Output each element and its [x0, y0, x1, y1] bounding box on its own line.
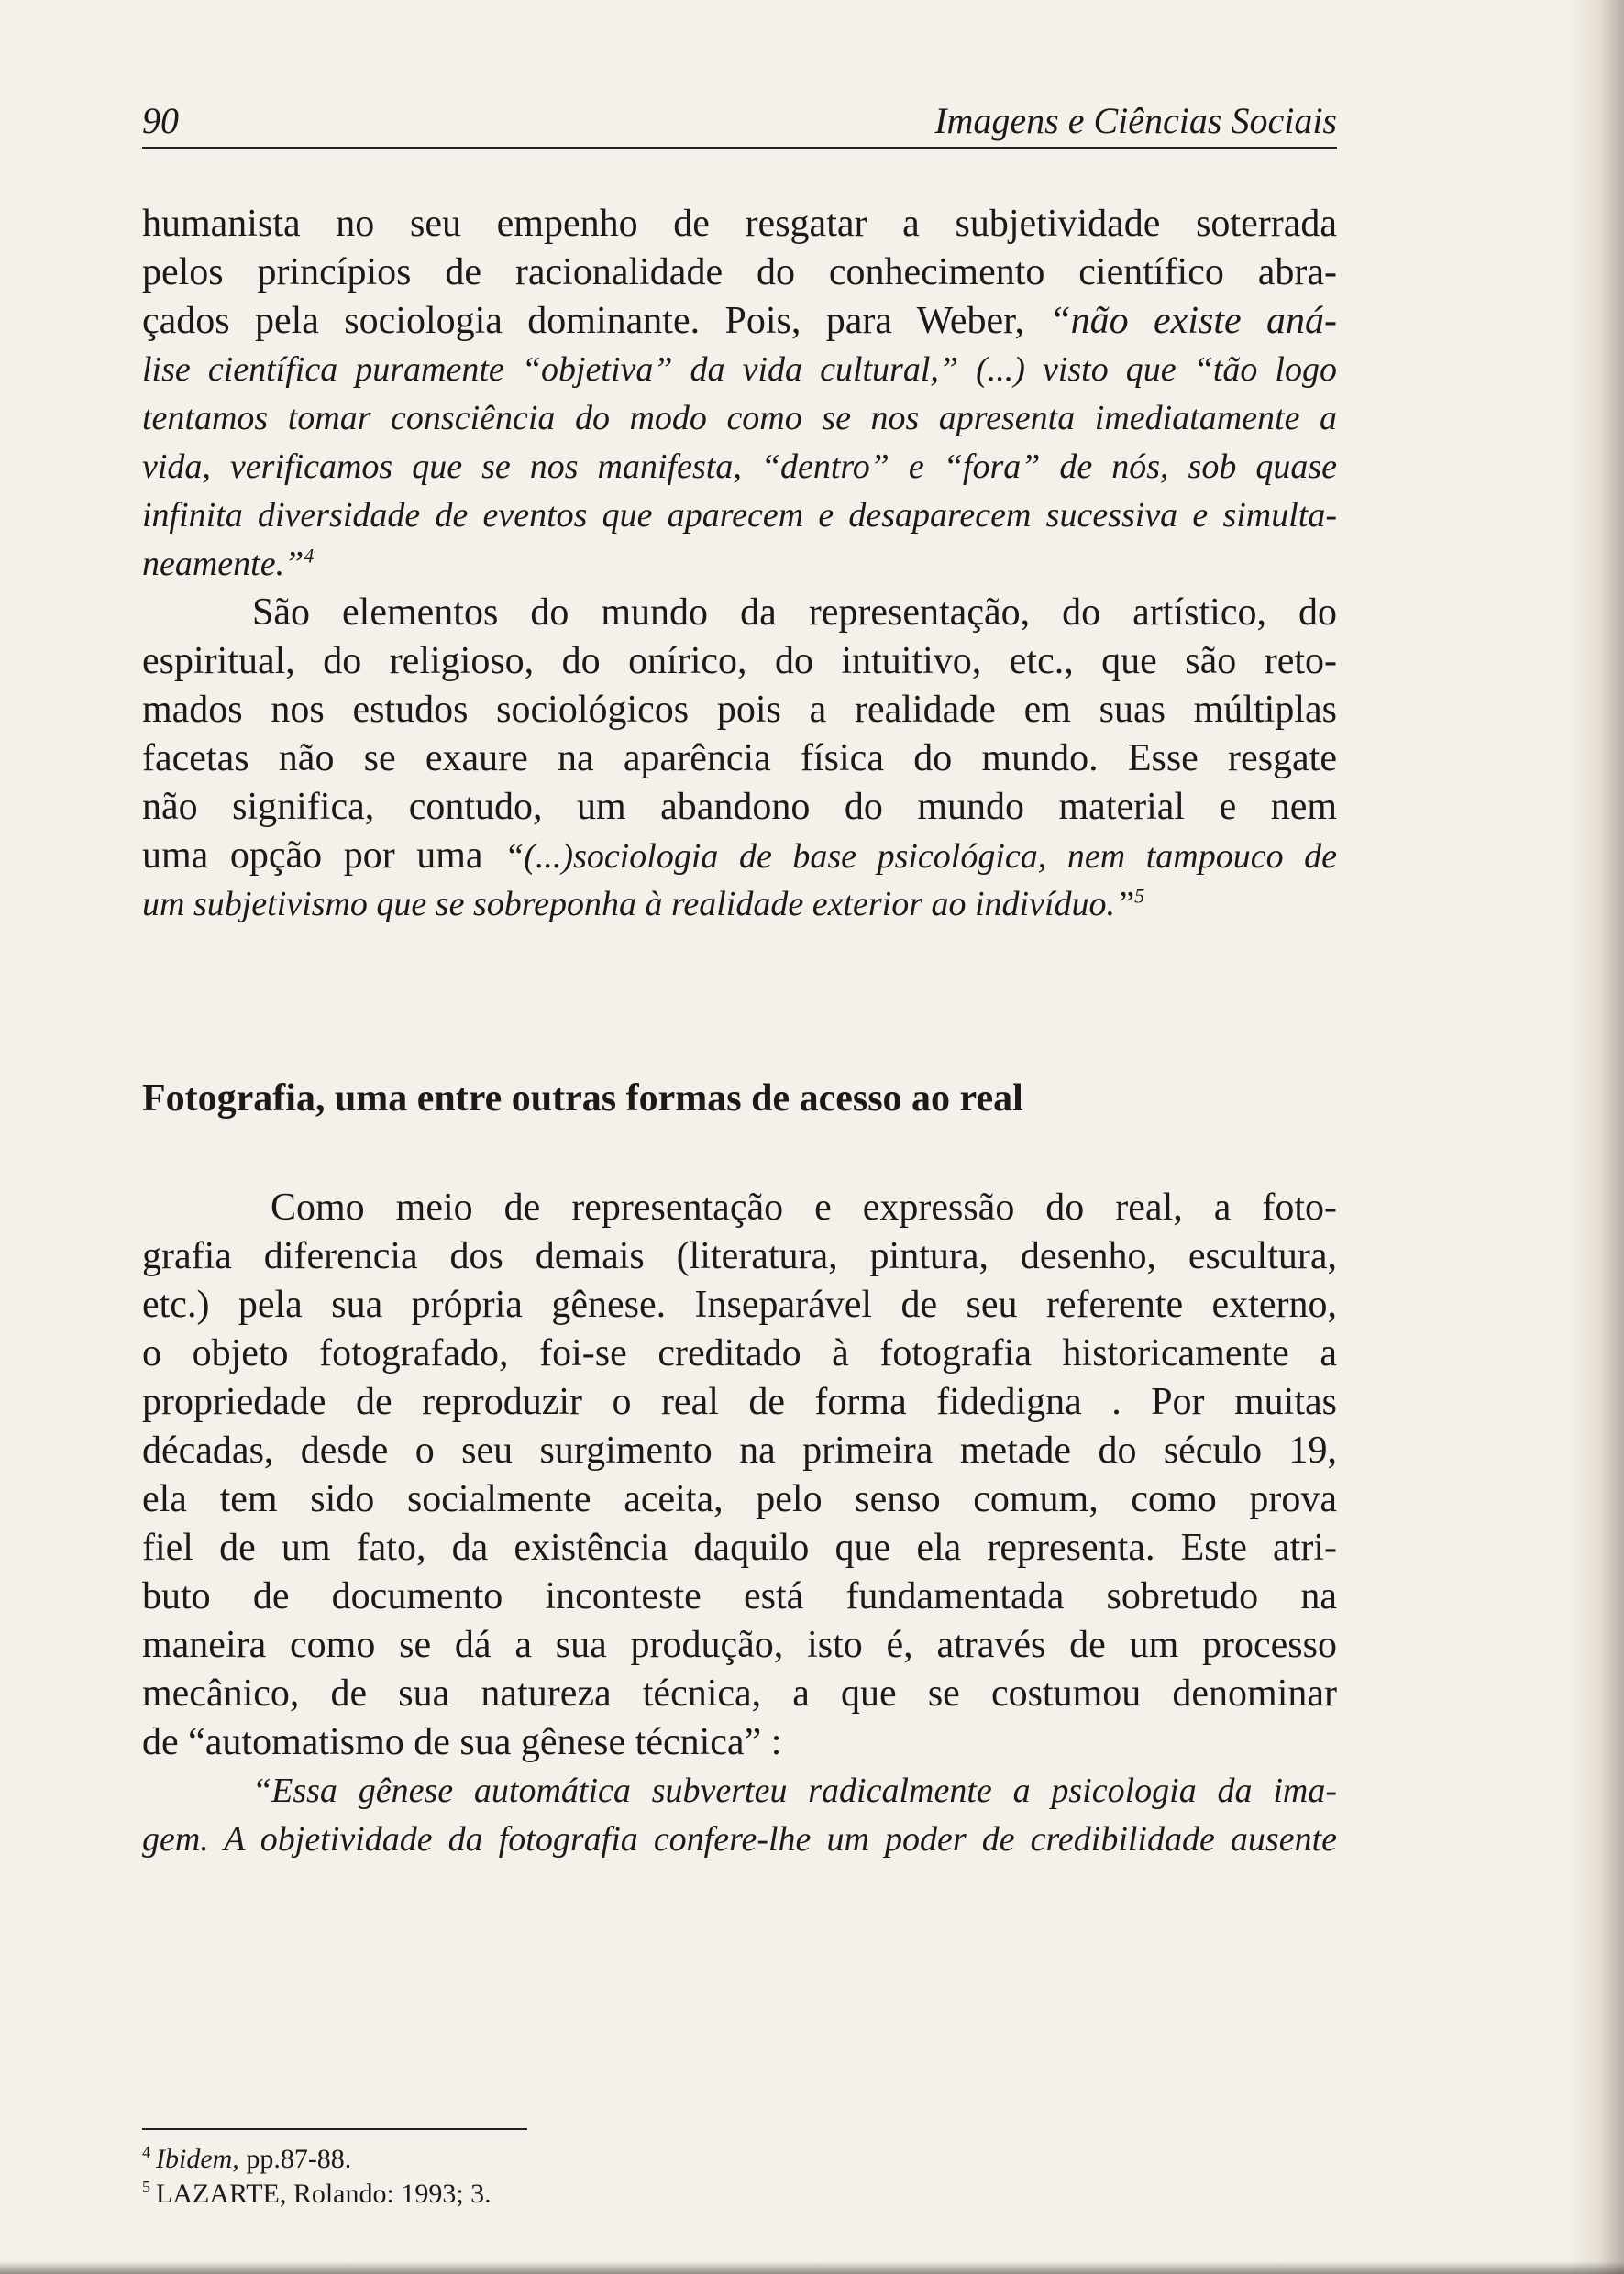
- footnote-mark: 4: [142, 2143, 150, 2161]
- page-number: 90: [142, 100, 179, 141]
- italic-quote-run: “não existe aná-: [1049, 300, 1337, 342]
- text-line: maneira como se dá a sua produção, isto é, através de um processo: [142, 1624, 1337, 1666]
- text-run: uma opção por uma: [142, 834, 505, 877]
- running-title: Imagens e Ciências Sociais: [934, 100, 1337, 141]
- text-line: buto de documento inconteste está fundamentada sobretudo na: [142, 1575, 1337, 1617]
- text-line: propriedade de reproduzir o real de forma fidedigna . Por muitas: [142, 1381, 1337, 1423]
- text-line: pelos princípios de racionalidade do conhecimento científico abra-: [142, 251, 1337, 293]
- text-line: fiel de um fato, da existência daquilo que ela representa. Este atri-: [142, 1527, 1337, 1569]
- text-line: humanista no seu empenho de resgatar a subjetividade soterrada: [142, 203, 1337, 245]
- italic-quote-line: vida, verificamos que se nos manifesta, “dentro” e “fora” de nós, sob quase: [142, 447, 1337, 486]
- block-quote-line: gem. A objetividade da fotografia confere-lhe um poder de credibilidade ausente: [142, 1820, 1337, 1859]
- italic-quote-line: lise científica puramente “objetiva” da vida cultural,” (...) visto que “tão logo: [142, 350, 1337, 389]
- footnote-reference: 5: [1134, 884, 1145, 908]
- footnote-text: pp.87-88.: [238, 2144, 352, 2174]
- text-line: espiritual, do religioso, do onírico, do intuitivo, etc., que são reto-: [142, 640, 1337, 682]
- footnote-item: [142, 2142, 967, 2177]
- italic-quote-line: [142, 880, 1337, 929]
- section-heading: Fotografia, uma entre outras formas de acesso ao real: [142, 1077, 1023, 1120]
- text-line: décadas, desde o seu surgimento na primeira metade do século 19,: [142, 1430, 1337, 1472]
- text-line: Como meio de representação e expressão do real, a foto-: [271, 1187, 1337, 1229]
- page-edge-shadow: [1569, 0, 1624, 2274]
- text-line: etc.) pela sua própria gênese. Inseparável de seu referente externo,: [142, 1284, 1337, 1326]
- text-run: çados pela sociologia dominante. Pois, para Weber,: [142, 300, 1050, 342]
- italic-quote-line: [142, 540, 1337, 589]
- text-run: um subjetivismo que se sobreponha à realidade exterior ao indivíduo.”: [142, 885, 1135, 923]
- text-line: São elementos do mundo da representação, do artístico, do: [252, 591, 1337, 634]
- italic-quote-line: tentamos tomar consciência do modo como se nos apresenta imediatamente a: [142, 399, 1337, 437]
- footnote-mark: 5: [142, 2178, 150, 2196]
- body-text-bottom: [142, 1184, 1337, 1864]
- text-line: facetas não se exaure na aparência física do mundo. Esse resgate: [142, 737, 1337, 779]
- footnote-reference: 4: [304, 544, 315, 568]
- body-text-top: [142, 200, 1337, 929]
- text-line: grafia diferencia dos demais (literatura, pintura, desenho, escultura,: [142, 1235, 1337, 1277]
- footnote-text: LAZARTE, Rolando: 1993; 3.: [156, 2179, 492, 2209]
- footnote-item: [142, 2177, 967, 2212]
- text-line: de “automatismo de sua gênese técnica” :: [142, 1721, 782, 1763]
- text-line: mados nos estudos sociológicos pois a realidade em suas múltiplas: [142, 689, 1337, 731]
- text-line: não significa, contudo, um abandono do mundo material e nem: [142, 786, 1337, 828]
- italic-quote-run: “(...)sociologia de base psicológica, nem tampouco de: [504, 837, 1337, 876]
- text-line: o objeto fotografado, foi-se creditado à fotografia historicamente a: [142, 1332, 1337, 1374]
- text-line: [142, 832, 1337, 880]
- footnotes: [142, 2142, 967, 2212]
- page-bottom-shadow: [0, 2261, 1624, 2274]
- footnote-separator: [142, 2128, 527, 2130]
- text-line: [142, 297, 1337, 346]
- page-header: [142, 92, 1337, 149]
- footnote-italic-text: Ibidem,: [156, 2144, 239, 2174]
- text-line: ela tem sido socialmente aceita, pelo senso comum, como prova: [142, 1478, 1337, 1520]
- block-quote-line: “Essa gênese automática subverteu radicalmente a psicologia da ima-: [252, 1772, 1337, 1810]
- italic-quote-line: infinita diversidade de eventos que aparecem e desaparecem sucessiva e simulta-: [142, 496, 1337, 535]
- text-line: mecânico, de sua natureza técnica, a que se costumou denominar: [142, 1672, 1337, 1715]
- text-run: neamente.”: [142, 545, 304, 583]
